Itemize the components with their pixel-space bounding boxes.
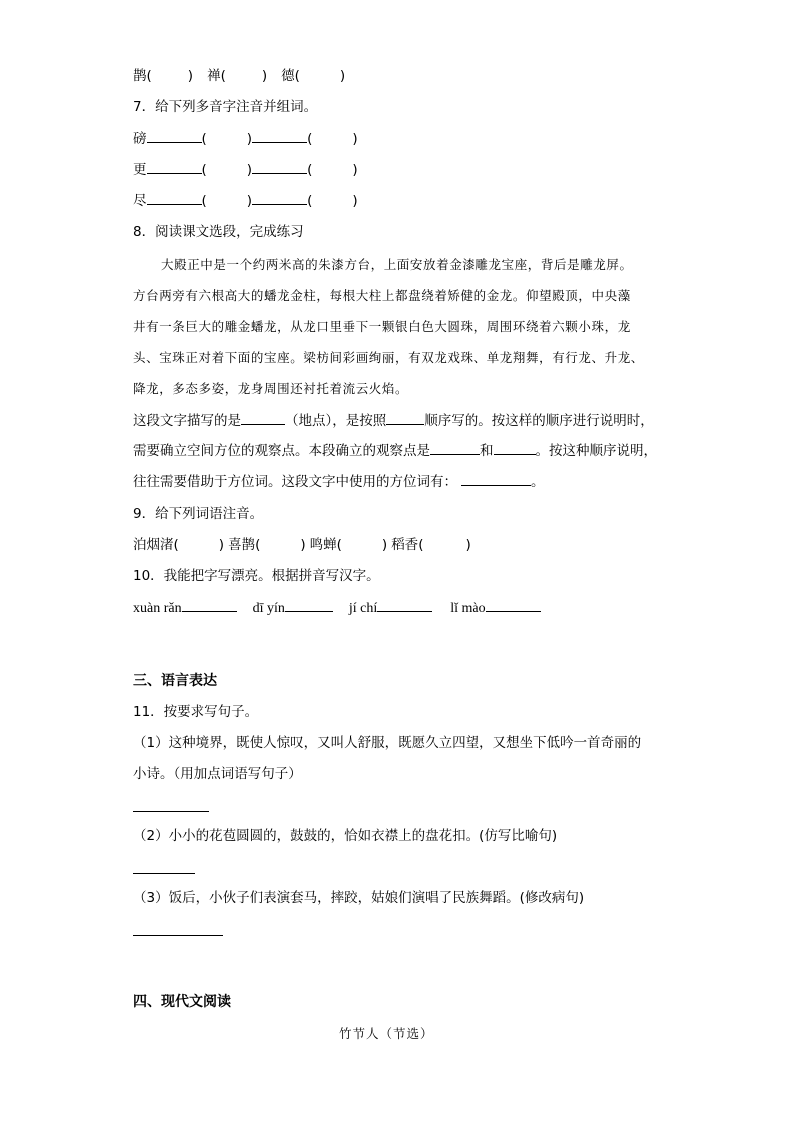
paren-open: (: [294, 68, 300, 84]
pinyin-item: dī yín: [252, 601, 285, 616]
q8-passage-line-4: 头、宝珠正对着下面的宝座。梁枋间彩画绚丽，有双龙戏珠、单龙翔舞，有行龙、升龙、: [133, 350, 644, 365]
paren-open: (: [220, 68, 226, 84]
q11-sub1-line-1: （1）这种境界，既使人惊叹，又叫人舒服，既愿久立四望，又想坐下低吟一首奇丽的: [133, 735, 642, 751]
answer-blank[interactable]: [285, 599, 333, 612]
answer-blank[interactable]: [461, 473, 531, 486]
answer-blank[interactable]: [252, 192, 307, 205]
q7-char: 磅: [133, 131, 147, 147]
answer-line[interactable]: [133, 811, 209, 812]
q7-row-2: 更 ( ) ( ): [133, 162, 358, 178]
answer-blank[interactable]: [252, 130, 307, 143]
q8-passage-line-2: 方台两旁有六根高大的蟠龙金柱，每根大柱上都盘绕着矫健的金龙。仰望殿顶，中央藻: [133, 288, 631, 303]
q8-question-line-2: 需要确立空间方位的观察点。本段确立的观察点是 和 。按这种顺序说明，: [133, 443, 657, 459]
q11-sub2: （2）小小的花苞圆圆的，鼓鼓的，恰如衣襟上的盘花扣。(仿写比喻句): [133, 828, 558, 844]
pinyin-item: lǐ mào: [450, 601, 486, 616]
answer-blank[interactable]: [486, 599, 541, 612]
q8-question-line-1: 这段文字描写的是 （地点），是按照 顺序写的。按这样的顺序进行说明时，: [133, 413, 654, 429]
q6-tail-line: [133, 66, 345, 86]
pinyin-item: jí chí: [348, 601, 378, 616]
answer-line[interactable]: [133, 935, 223, 936]
section-3-heading: 三、语言表达: [133, 673, 217, 689]
q8-passage-line-1: 大殿正中是一个约两米高的朱漆方台，上面安放着金漆雕龙宝座，背后是雕龙屏。: [161, 257, 633, 272]
q8-passage-line-5: 降龙，多态多姿，龙身周围还衬托着流云火焰。: [133, 381, 409, 396]
q6-char-1: 鹊: [133, 68, 147, 84]
q11-prompt: 11．按要求写句子。: [133, 704, 259, 720]
answer-blank[interactable]: [430, 442, 480, 455]
answer-blank[interactable]: [252, 161, 307, 174]
q11-sub1-line-2: 小诗。（用加点词语写句子）: [133, 766, 302, 782]
paren-close: ): [339, 68, 346, 84]
pinyin-item: xuàn rǎn: [133, 601, 182, 616]
q11-sub3: （3）饭后，小伙子们表演套马，摔跤，姑娘们演唱了民族舞蹈。(修改病句): [133, 890, 585, 906]
q8-question-line-3: 往往需要借助于方位词。这段文字中使用的方位词有： 。: [133, 474, 545, 490]
q10-pinyin-row: [133, 598, 541, 619]
q9-words: 泊烟渚( ) 喜鹊( ) 鸣蝉( ) 稻香( ): [133, 537, 471, 553]
q6-char-2: 禅: [207, 68, 221, 84]
answer-blank[interactable]: [182, 599, 237, 612]
answer-blank[interactable]: [386, 412, 424, 425]
q7-row-3: 尽 ( ) ( ): [133, 193, 358, 209]
q9-prompt: 9．给下列词语注音。: [133, 506, 264, 522]
answer-blank[interactable]: [147, 130, 202, 143]
section-4-heading: 四、现代文阅读: [133, 994, 231, 1010]
answer-line[interactable]: [133, 873, 195, 874]
q7-char: 尽: [133, 193, 147, 209]
q7-char: 更: [133, 162, 147, 178]
reading-title: 竹节人（节选）: [339, 1026, 434, 1041]
q10-prompt: 10．我能把字写漂亮。根据拼音写汉字。: [133, 568, 380, 584]
answer-blank[interactable]: [147, 161, 202, 174]
paren-open: (: [146, 68, 152, 84]
paren-close: ): [261, 68, 268, 84]
answer-blank[interactable]: [377, 599, 432, 612]
q6-char-3: 德: [281, 68, 295, 84]
answer-blank[interactable]: [147, 192, 202, 205]
paren-close: ): [187, 68, 194, 84]
q7-row-1: 磅 ( ) ( ): [133, 131, 358, 147]
q8-passage-line-3: 井有一条巨大的雕金蟠龙，从龙口里垂下一颗银白色大圆珠，周围环绕着六颗小珠，龙: [133, 319, 631, 334]
answer-blank[interactable]: [494, 442, 536, 455]
q8-prompt: 8．阅读课文选段，完成练习: [133, 224, 304, 240]
answer-blank[interactable]: [241, 412, 285, 425]
q7-prompt: 7．给下列多音字注音并组词。: [133, 99, 318, 115]
